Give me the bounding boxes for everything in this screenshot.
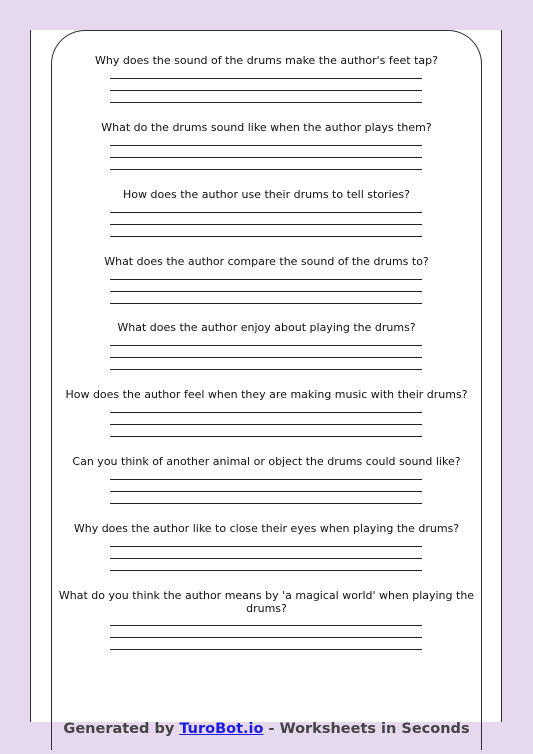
answer-line[interactable]: [110, 558, 422, 559]
answer-line[interactable]: [110, 625, 422, 626]
question-9: What do you think the author means by 'a magical world' when playing the drums?: [58, 589, 475, 615]
answer-line[interactable]: [110, 479, 422, 480]
answer-line[interactable]: [110, 503, 422, 504]
question-2: What do the drums sound like when the author plays them?: [101, 121, 432, 134]
answer-line[interactable]: [110, 236, 422, 237]
answer-line[interactable]: [110, 637, 422, 638]
question-1: Why does the sound of the drums make the author's feet tap?: [95, 54, 438, 67]
answer-line[interactable]: [110, 212, 422, 213]
question-7: Can you think of another animal or object the drums could sound like?: [72, 455, 461, 468]
answer-line[interactable]: [110, 78, 422, 79]
question-6: How does the author feel when they are making music with their drums?: [65, 388, 468, 401]
answer-line[interactable]: [110, 345, 422, 346]
answer-line[interactable]: [110, 436, 422, 437]
footer: [0, 720, 533, 738]
answer-line[interactable]: [110, 491, 422, 492]
answer-line[interactable]: [110, 570, 422, 571]
answer-line[interactable]: [110, 303, 422, 304]
answer-line[interactable]: [110, 279, 422, 280]
footer-suffix: - Worksheets in Seconds: [268, 721, 470, 737]
turobot-link[interactable]: TuroBot.io: [179, 721, 264, 737]
answer-line[interactable]: [110, 546, 422, 547]
answer-line[interactable]: [110, 169, 422, 170]
footer-prefix: Generated by: [63, 721, 175, 737]
question-3: How does the author use their drums to tell stories?: [123, 188, 410, 201]
answer-line[interactable]: [110, 102, 422, 103]
question-5: What does the author enjoy about playing the drums?: [117, 321, 416, 334]
question-8: Why does the author like to close their eyes when playing the drums?: [73, 522, 460, 535]
answer-line[interactable]: [110, 145, 422, 146]
answer-line[interactable]: [110, 412, 422, 413]
answer-line[interactable]: [110, 357, 422, 358]
answer-line[interactable]: [110, 369, 422, 370]
answer-line[interactable]: [110, 157, 422, 158]
answer-line[interactable]: [110, 224, 422, 225]
answer-line[interactable]: [110, 291, 422, 292]
question-4: What does the author compare the sound of the drums to?: [104, 255, 429, 268]
answer-line[interactable]: [110, 649, 422, 650]
answer-line[interactable]: [110, 90, 422, 91]
answer-line[interactable]: [110, 424, 422, 425]
